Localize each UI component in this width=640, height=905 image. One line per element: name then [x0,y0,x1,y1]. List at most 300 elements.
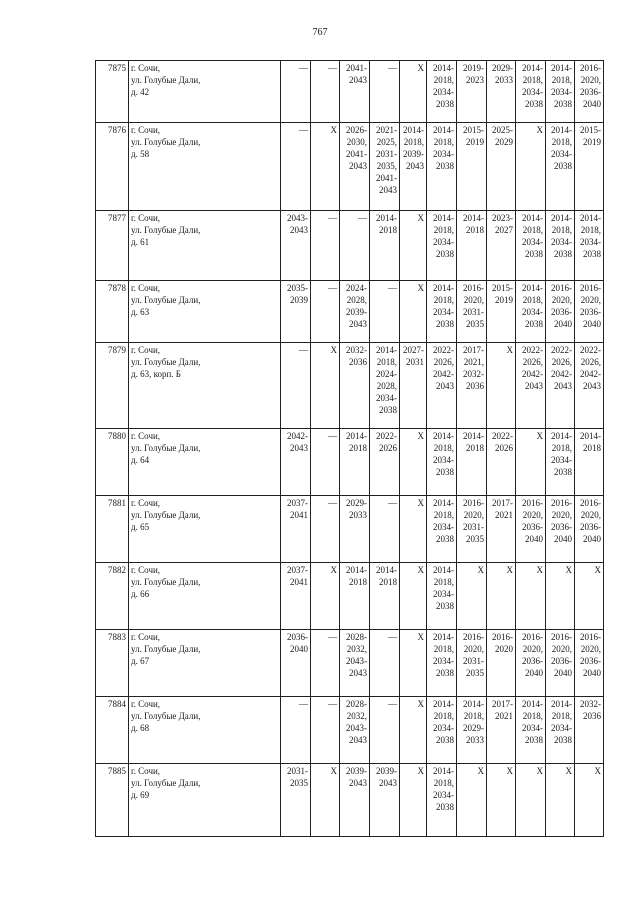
period-cell [457,123,487,211]
period-cell [281,123,311,211]
period-cell [311,563,340,630]
period-line: 2038 [525,319,543,329]
period-line: 2040 [583,534,601,544]
period-line: 2014- [433,63,454,73]
period-line: 2019 [495,295,513,305]
period-cell [281,343,311,429]
address-line: д. 42 [131,87,150,97]
period-cell [311,429,340,496]
period-line: X [417,498,424,508]
period-cell [457,630,487,697]
period-line: X [417,431,424,441]
period-line: X [565,766,572,776]
table-row [96,563,604,630]
period-line: 2034- [433,237,454,247]
period-line: 2020, [580,75,601,85]
period-line: 2033 [349,510,367,520]
period-line: 2043 [349,319,367,329]
period-line: 2038 [436,735,454,745]
row-number: 7882 [96,563,129,630]
period-line: 2041- [346,149,367,159]
period-line: — [388,63,397,73]
period-cell [516,697,546,764]
address-line: ул. Голубые Дали, [131,443,201,453]
period-cell [457,496,487,563]
table-row [96,697,604,764]
period-line: — [299,699,308,709]
period-cell [400,123,427,211]
period-line: 2018, [463,711,484,721]
period-line: 2038 [436,319,454,329]
table-row [96,61,604,123]
address-line: ул. Голубые Дали, [131,295,201,305]
period-line: 2038 [436,99,454,109]
address-line: ул. Голубые Дали, [131,357,201,367]
period-line: 2018, [551,443,572,453]
period-line: 2022- [522,345,543,355]
period-line: 2018, [522,295,543,305]
period-cell [311,123,340,211]
period-line: 2032- [346,345,367,355]
period-line: 2016- [463,498,484,508]
period-line: 2028, [346,295,367,305]
period-line: 2029 [495,137,513,147]
period-line: 2026, [580,357,601,367]
period-line: 2018 [466,225,484,235]
address-line: г. Сочи, [131,125,161,135]
period-line: 2036- [580,656,601,666]
period-line: 2038 [554,249,572,259]
period-line: 2020, [580,295,601,305]
period-line: X [477,565,484,575]
period-line: 2040 [583,99,601,109]
period-cell [546,697,575,764]
period-line: 2018 [379,577,397,587]
period-cell [427,343,457,429]
period-line: 2022- [492,431,513,441]
address-line: ул. Голубые Дали, [131,644,201,654]
period-line: 2016- [463,283,484,293]
period-line: 2026 [379,443,397,453]
period-line: 2022- [433,345,454,355]
period-line: 2016- [522,632,543,642]
period-cell [427,630,457,697]
period-line: 2014- [522,283,543,293]
period-line: 2016- [522,498,543,508]
period-line: 2043 [406,161,424,171]
period-cell [487,211,516,281]
period-cell [457,697,487,764]
address-line: г. Сочи, [131,498,161,508]
period-cell [427,211,457,281]
period-line: 2043- [287,213,308,223]
period-cell [340,697,370,764]
period-line: 2041- [376,173,397,183]
period-line: 2043- [346,656,367,666]
address-cell [129,764,281,837]
period-line: 2020, [551,295,572,305]
period-cell [340,211,370,281]
period-line: 2041- [346,63,367,73]
period-cell [516,764,546,837]
period-line: 2014- [551,125,572,135]
period-line: 2021, [463,357,484,367]
period-line: 2018, [522,75,543,85]
period-line: 2039- [346,307,367,317]
period-line: 2019- [463,63,484,73]
period-cell [575,281,604,343]
period-line: 2039- [346,766,367,776]
period-line: 2014- [522,213,543,223]
period-line: 2018, [433,443,454,453]
period-cell [400,281,427,343]
address-line: д. 67 [131,656,150,666]
period-line: 2018, [433,75,454,85]
period-line: X [417,565,424,575]
period-cell [370,764,400,837]
period-line: X [330,345,337,355]
period-line: 2018 [349,577,367,587]
period-cell [370,496,400,563]
period-cell [457,764,487,837]
period-line: 2034- [522,307,543,317]
period-cell [340,563,370,630]
address-line: г. Сочи, [131,345,161,355]
period-cell [281,429,311,496]
period-cell [487,281,516,343]
period-line: 2014- [433,699,454,709]
period-line: 2038 [379,405,397,415]
period-line: X [594,565,601,575]
period-line: 2038 [583,249,601,259]
period-line: 2014- [403,125,424,135]
period-line: 2034- [551,723,572,733]
period-line: — [388,283,397,293]
period-line: 2018 [349,443,367,453]
period-cell [400,630,427,697]
address-line: г. Сочи, [131,565,161,575]
period-line: 2035 [466,534,484,544]
period-line: 2021- [376,125,397,135]
address-line: ул. Голубые Дали, [131,711,201,721]
period-line: X [477,766,484,776]
period-line: 2023 [466,75,484,85]
period-line: 2020, [463,295,484,305]
period-line: 2043 [379,185,397,195]
row-number: 7876 [96,123,129,211]
period-line: 2014- [522,699,543,709]
period-line: 2020, [551,644,572,654]
period-line: 2042- [522,369,543,379]
period-line: — [328,632,337,642]
period-cell [487,429,516,496]
period-line: 2035- [287,283,308,293]
period-line: 2018, [433,510,454,520]
period-line: 2014- [551,699,572,709]
period-line: 2034- [433,589,454,599]
period-cell [311,697,340,764]
period-line: 2030, [346,137,367,147]
period-line: 2038 [554,467,572,477]
address-line: д. 66 [131,589,150,599]
period-line: 2018, [522,225,543,235]
period-line: 2016- [580,63,601,73]
address-line: г. Сочи, [131,213,161,223]
period-line: 2040 [583,668,601,678]
period-line: 2034- [551,455,572,465]
period-line: 2018, [403,137,424,147]
period-line: 2032- [580,699,601,709]
period-line: 2034- [433,656,454,666]
period-line: 2036- [580,87,601,97]
table-row [96,343,604,429]
period-cell [340,343,370,429]
period-cell [546,123,575,211]
period-line: 2036 [349,357,367,367]
period-line: X [565,565,572,575]
period-cell [575,630,604,697]
period-cell [340,496,370,563]
period-line: 2019 [583,137,601,147]
period-line: 2035, [376,161,397,171]
period-line: 2040 [554,534,572,544]
period-cell [457,61,487,123]
period-line: — [328,699,337,709]
address-line: ул. Голубые Дали, [131,225,201,235]
period-line: 2028, [376,381,397,391]
period-cell [575,211,604,281]
period-cell [400,343,427,429]
period-line: 2018, [580,225,601,235]
period-line: 2036 [466,381,484,391]
period-line: 2027- [403,345,424,355]
period-line: X [506,766,513,776]
period-line: 2018, [551,225,572,235]
period-line: 2034- [551,237,572,247]
period-line: 2034- [433,87,454,97]
address-line: ул. Голубые Дали, [131,75,201,85]
period-line: 2020, [522,644,543,654]
period-line: 2020, [522,510,543,520]
period-line: 2018, [433,225,454,235]
period-line: 2014- [463,431,484,441]
period-cell [281,61,311,123]
row-number: 7885 [96,764,129,837]
period-line: — [388,699,397,709]
period-line: — [328,498,337,508]
period-line: X [417,632,424,642]
address-line: г. Сочи, [131,431,161,441]
period-line: X [594,766,601,776]
period-line: 2040 [290,644,308,654]
period-line: X [536,431,543,441]
period-line: 2014- [580,431,601,441]
period-line: 2028- [346,632,367,642]
period-cell [370,123,400,211]
period-line: 2043 [525,381,543,391]
period-line: 2018 [379,225,397,235]
period-line: 2014- [433,125,454,135]
address-cell [129,61,281,123]
period-line: 2029- [492,63,513,73]
period-line: 2018, [433,711,454,721]
period-line: 2038 [436,467,454,477]
period-cell [546,496,575,563]
row-number: 7877 [96,211,129,281]
period-line: 2039 [290,295,308,305]
period-line: 2031- [376,149,397,159]
period-line: 2032- [463,369,484,379]
period-line: X [330,565,337,575]
period-line: 2034- [522,87,543,97]
address-cell [129,123,281,211]
period-line: 2042- [287,431,308,441]
period-line: 2032, [346,711,367,721]
period-cell [400,563,427,630]
period-cell [370,697,400,764]
address-line: ул. Голубые Дали, [131,577,201,587]
period-line: 2014- [551,63,572,73]
period-line: 2016- [551,498,572,508]
address-line: д. 63, корп. Б [131,369,181,379]
period-line: 2038 [525,99,543,109]
period-cell [487,123,516,211]
period-cell [400,429,427,496]
period-cell [487,697,516,764]
period-line: 2042- [580,369,601,379]
address-cell [129,281,281,343]
period-line: 2015- [492,283,513,293]
address-line: г. Сочи, [131,283,161,293]
period-line: 2043 [583,381,601,391]
address-line: ул. Голубые Дали, [131,137,201,147]
period-line: 2038 [525,249,543,259]
period-line: 2014- [376,565,397,575]
period-line: 2014- [433,498,454,508]
period-line: 2034- [433,790,454,800]
table-row [96,123,604,211]
period-cell [457,281,487,343]
period-cell [311,281,340,343]
period-line: 2026 [495,443,513,453]
period-line: 2018 [583,443,601,453]
registry-table [95,60,604,837]
period-line: 2014- [522,63,543,73]
period-line: — [299,63,308,73]
period-line: 2014- [376,345,397,355]
period-line: 2024- [376,369,397,379]
period-cell [281,496,311,563]
period-line: 2026, [551,357,572,367]
period-line: 2034- [522,723,543,733]
period-line: 2037- [287,565,308,575]
period-cell [400,697,427,764]
period-line: 2026, [433,357,454,367]
period-cell [487,61,516,123]
period-line: 2014- [433,283,454,293]
period-cell [340,123,370,211]
period-cell [516,61,546,123]
period-line: 2021 [495,510,513,520]
period-line: 2018, [551,75,572,85]
period-line: 2043 [379,778,397,788]
table-row [96,429,604,496]
period-line: 2014- [433,213,454,223]
period-line: X [330,125,337,135]
period-line: 2014- [463,213,484,223]
period-cell [370,211,400,281]
period-line: 2016- [551,632,572,642]
period-cell [400,211,427,281]
period-cell [457,563,487,630]
period-line: 2014- [463,699,484,709]
period-line: X [536,125,543,135]
period-line: 2043 [349,668,367,678]
period-line: X [417,63,424,73]
period-line: 2042- [433,369,454,379]
period-line: 2029- [346,498,367,508]
period-line: 2038 [436,249,454,259]
address-line: д. 63 [131,307,150,317]
period-cell [546,630,575,697]
period-line: 2033 [495,75,513,85]
period-line: 2014- [433,431,454,441]
period-line: X [417,699,424,709]
period-line: 2034- [433,723,454,733]
period-line: 2014- [433,565,454,575]
period-cell [281,211,311,281]
period-line: 2034- [433,307,454,317]
period-line: 2022- [580,345,601,355]
address-line: д. 61 [131,237,150,247]
period-cell [400,764,427,837]
period-cell [400,496,427,563]
period-line: 2018, [433,577,454,587]
period-line: 2018, [433,644,454,654]
period-line: X [417,213,424,223]
period-line: — [328,63,337,73]
period-cell [516,429,546,496]
period-line: 2034- [551,87,572,97]
period-line: 2022- [376,431,397,441]
period-cell [516,630,546,697]
period-line: — [299,125,308,135]
period-cell [370,563,400,630]
period-line: 2036- [522,522,543,532]
period-cell [546,281,575,343]
period-cell [427,563,457,630]
period-line: 2040 [583,319,601,329]
period-cell [457,211,487,281]
period-line: 2027 [495,225,513,235]
period-line: 2035 [466,319,484,329]
row-number: 7881 [96,496,129,563]
address-line: г. Сочи, [131,699,161,709]
period-cell [281,281,311,343]
period-line: 2035 [466,668,484,678]
period-cell [487,563,516,630]
period-cell [311,764,340,837]
period-line: 2014- [580,213,601,223]
period-line: — [299,345,308,355]
table-row [96,281,604,343]
address-cell [129,211,281,281]
period-line: 2014- [346,431,367,441]
address-cell [129,630,281,697]
period-cell [311,61,340,123]
period-cell [575,496,604,563]
period-cell [546,764,575,837]
